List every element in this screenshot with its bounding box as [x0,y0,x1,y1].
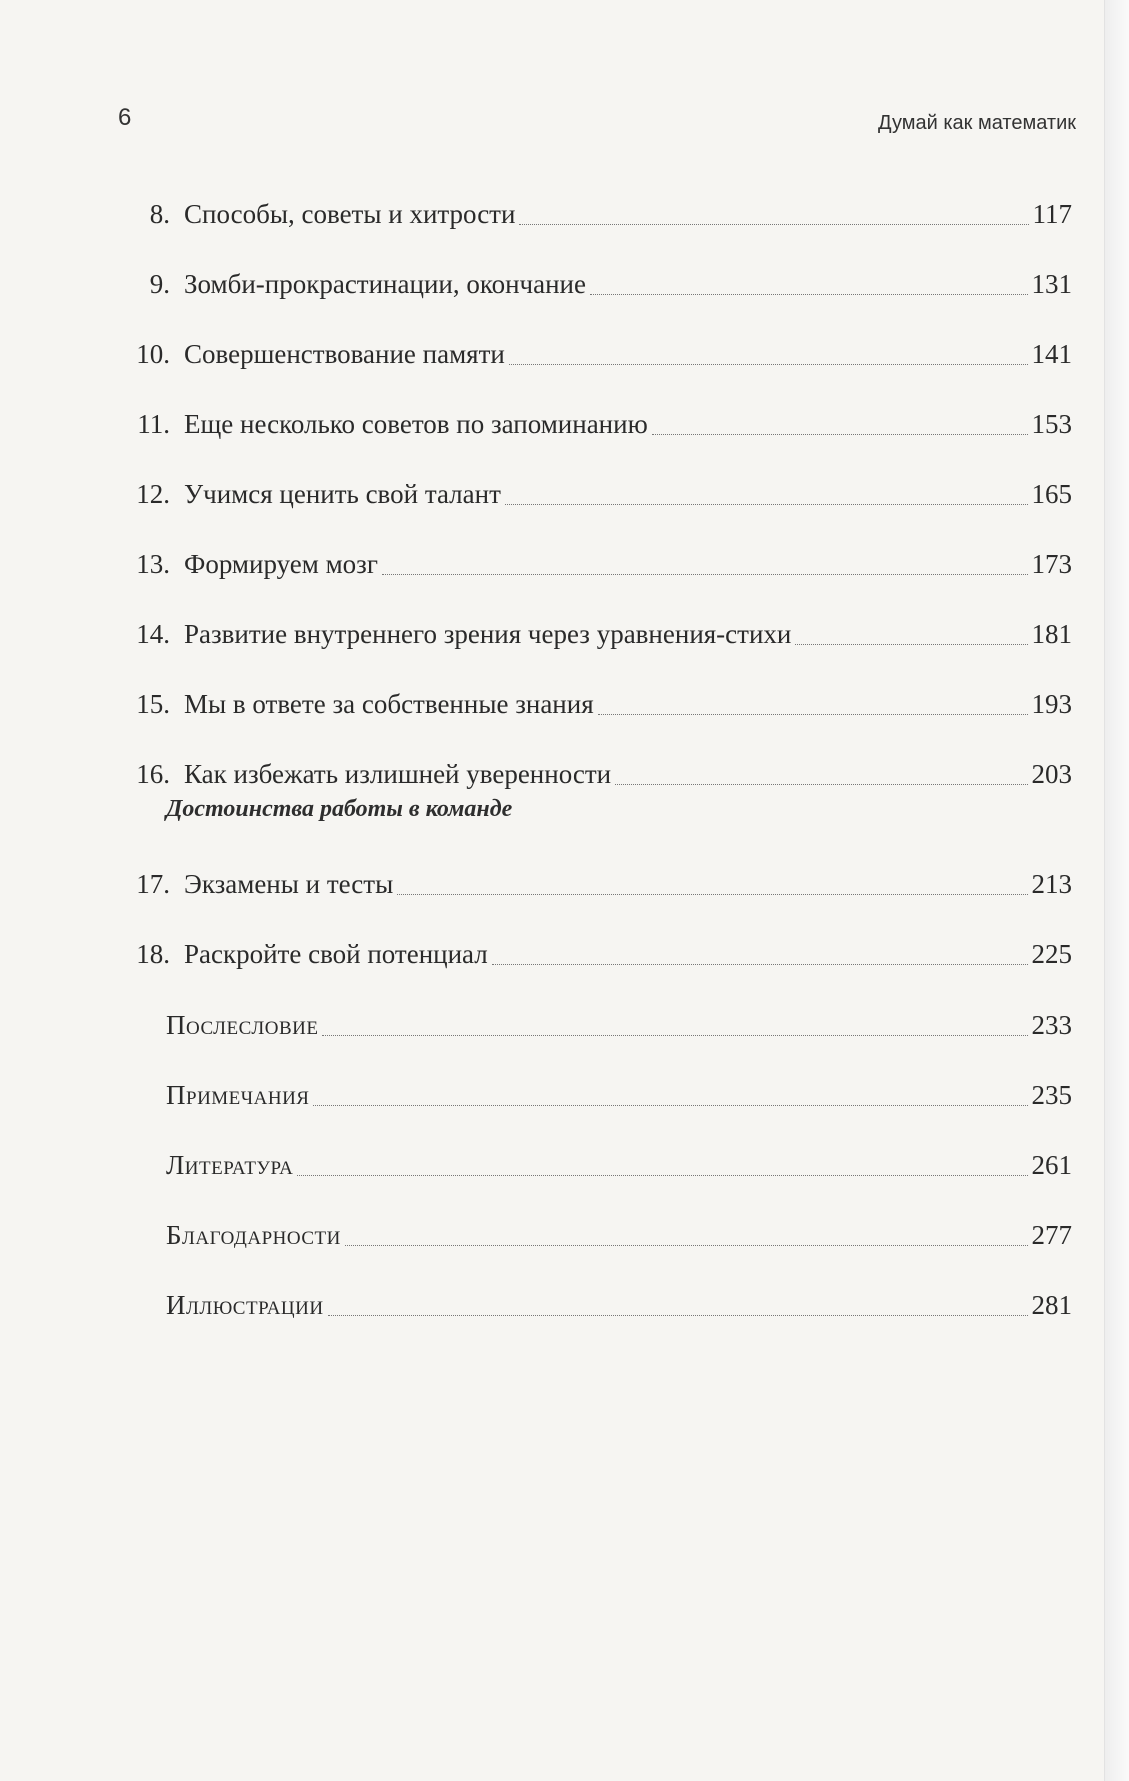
toc-entry-title: Учимся ценить свой талант [184,479,501,509]
toc-entry-title: Литература [166,1150,294,1180]
toc-entry[interactable] [118,754,1072,794]
dot-leader [795,643,1027,645]
page-number: 6 [118,104,132,131]
toc-entry-page: 141 [1031,339,1072,369]
toc-entry-page: 261 [1031,1150,1072,1180]
toc-entry-page: 281 [1031,1290,1072,1320]
toc-entry-number: 16. [136,759,170,789]
toc-entry-number: 17. [136,869,170,899]
toc-entry-title: Совершенствование памяти [184,339,505,369]
toc-entry-number: 10. [136,339,170,369]
dot-leader [382,573,1028,575]
dot-leader [509,363,1028,365]
toc-entry-number: 18. [136,939,170,969]
toc-entry-page: 153 [1031,409,1072,439]
toc-entry-page: 117 [1032,199,1072,229]
toc-entry[interactable] [118,684,1072,724]
toc-entry-subtitle: Достоинства работы в команде [166,796,513,822]
toc-entry-title: Развитие внутреннего зрения через уравнения-стихи [184,619,792,649]
toc-entry-page: 235 [1031,1080,1072,1110]
toc-entry-page: 233 [1031,1010,1072,1040]
toc-entry-number: 13. [136,549,170,579]
toc-entry-title: Способы, советы и хитрости [184,199,516,229]
dot-leader [345,1244,1028,1246]
toc-entry-title: Послесловие [166,1010,319,1040]
dot-leader [519,223,1028,225]
toc-entry[interactable] [118,264,1072,304]
dot-leader [598,713,1028,715]
toc-entry-title: Формируем мозг [184,549,378,579]
toc-entry-title: Еще несколько советов по запоминанию [184,409,648,439]
dot-leader [505,503,1028,505]
toc-entry-page: 213 [1031,869,1072,899]
toc-backmatter-entry[interactable] [118,1145,1072,1185]
toc-entry[interactable] [118,934,1072,974]
toc-entry-number: 12. [136,479,170,509]
toc-backmatter-entry[interactable] [118,1285,1072,1325]
toc-entry-title: Зомби-прокрастинации, окончание [184,269,586,299]
toc-backmatter-entry[interactable] [118,1075,1072,1115]
toc-entry-title: Мы в ответе за собственные знания [184,689,594,719]
dot-leader [652,433,1028,435]
toc-entry[interactable] [118,194,1072,234]
toc-entry-number: 8. [149,199,170,229]
toc-entry-title: Иллюстрации [166,1290,324,1320]
toc-entry-page: 173 [1031,549,1072,579]
toc-entry-page: 181 [1031,619,1072,649]
toc-entry[interactable] [118,474,1072,514]
dot-leader [397,893,1027,895]
dot-leader [590,293,1028,295]
toc-entry-title: Примечания [166,1080,310,1110]
toc-entry[interactable] [118,544,1072,584]
toc-entry-number: 14. [136,619,170,649]
toc-entry-page: 193 [1031,689,1072,719]
toc-entry-title: Экзамены и тесты [184,869,394,899]
toc-entry-page: 203 [1031,759,1072,789]
dot-leader [492,963,1028,965]
toc-entry[interactable] [118,334,1072,374]
toc-entry-number: 15. [136,689,170,719]
toc-entry-page: 277 [1031,1220,1072,1250]
toc-entry-title: Благодарности [166,1220,341,1250]
dot-leader [615,783,1027,785]
running-header-title: Думай как математик [878,112,1076,134]
page-edge [1104,0,1129,1781]
toc-entry-number: 11. [137,409,170,439]
dot-leader [322,1034,1027,1036]
toc-entry-page: 225 [1031,939,1072,969]
toc-backmatter-entry[interactable] [118,1215,1072,1255]
dot-leader [313,1104,1027,1106]
toc-entry[interactable] [118,404,1072,444]
toc-entry[interactable] [118,864,1072,904]
toc-entry-page: 165 [1031,479,1072,509]
toc-backmatter-entry[interactable] [118,1005,1072,1045]
dot-leader [297,1174,1027,1176]
dot-leader [328,1314,1028,1316]
toc-entry[interactable] [118,614,1072,654]
toc-entry-page: 131 [1031,269,1072,299]
toc-entry-title: Как избежать излишней уверенности [184,759,612,789]
toc-entry-title: Раскройте свой потенциал [184,939,488,969]
toc-entry-number: 9. [149,269,170,299]
